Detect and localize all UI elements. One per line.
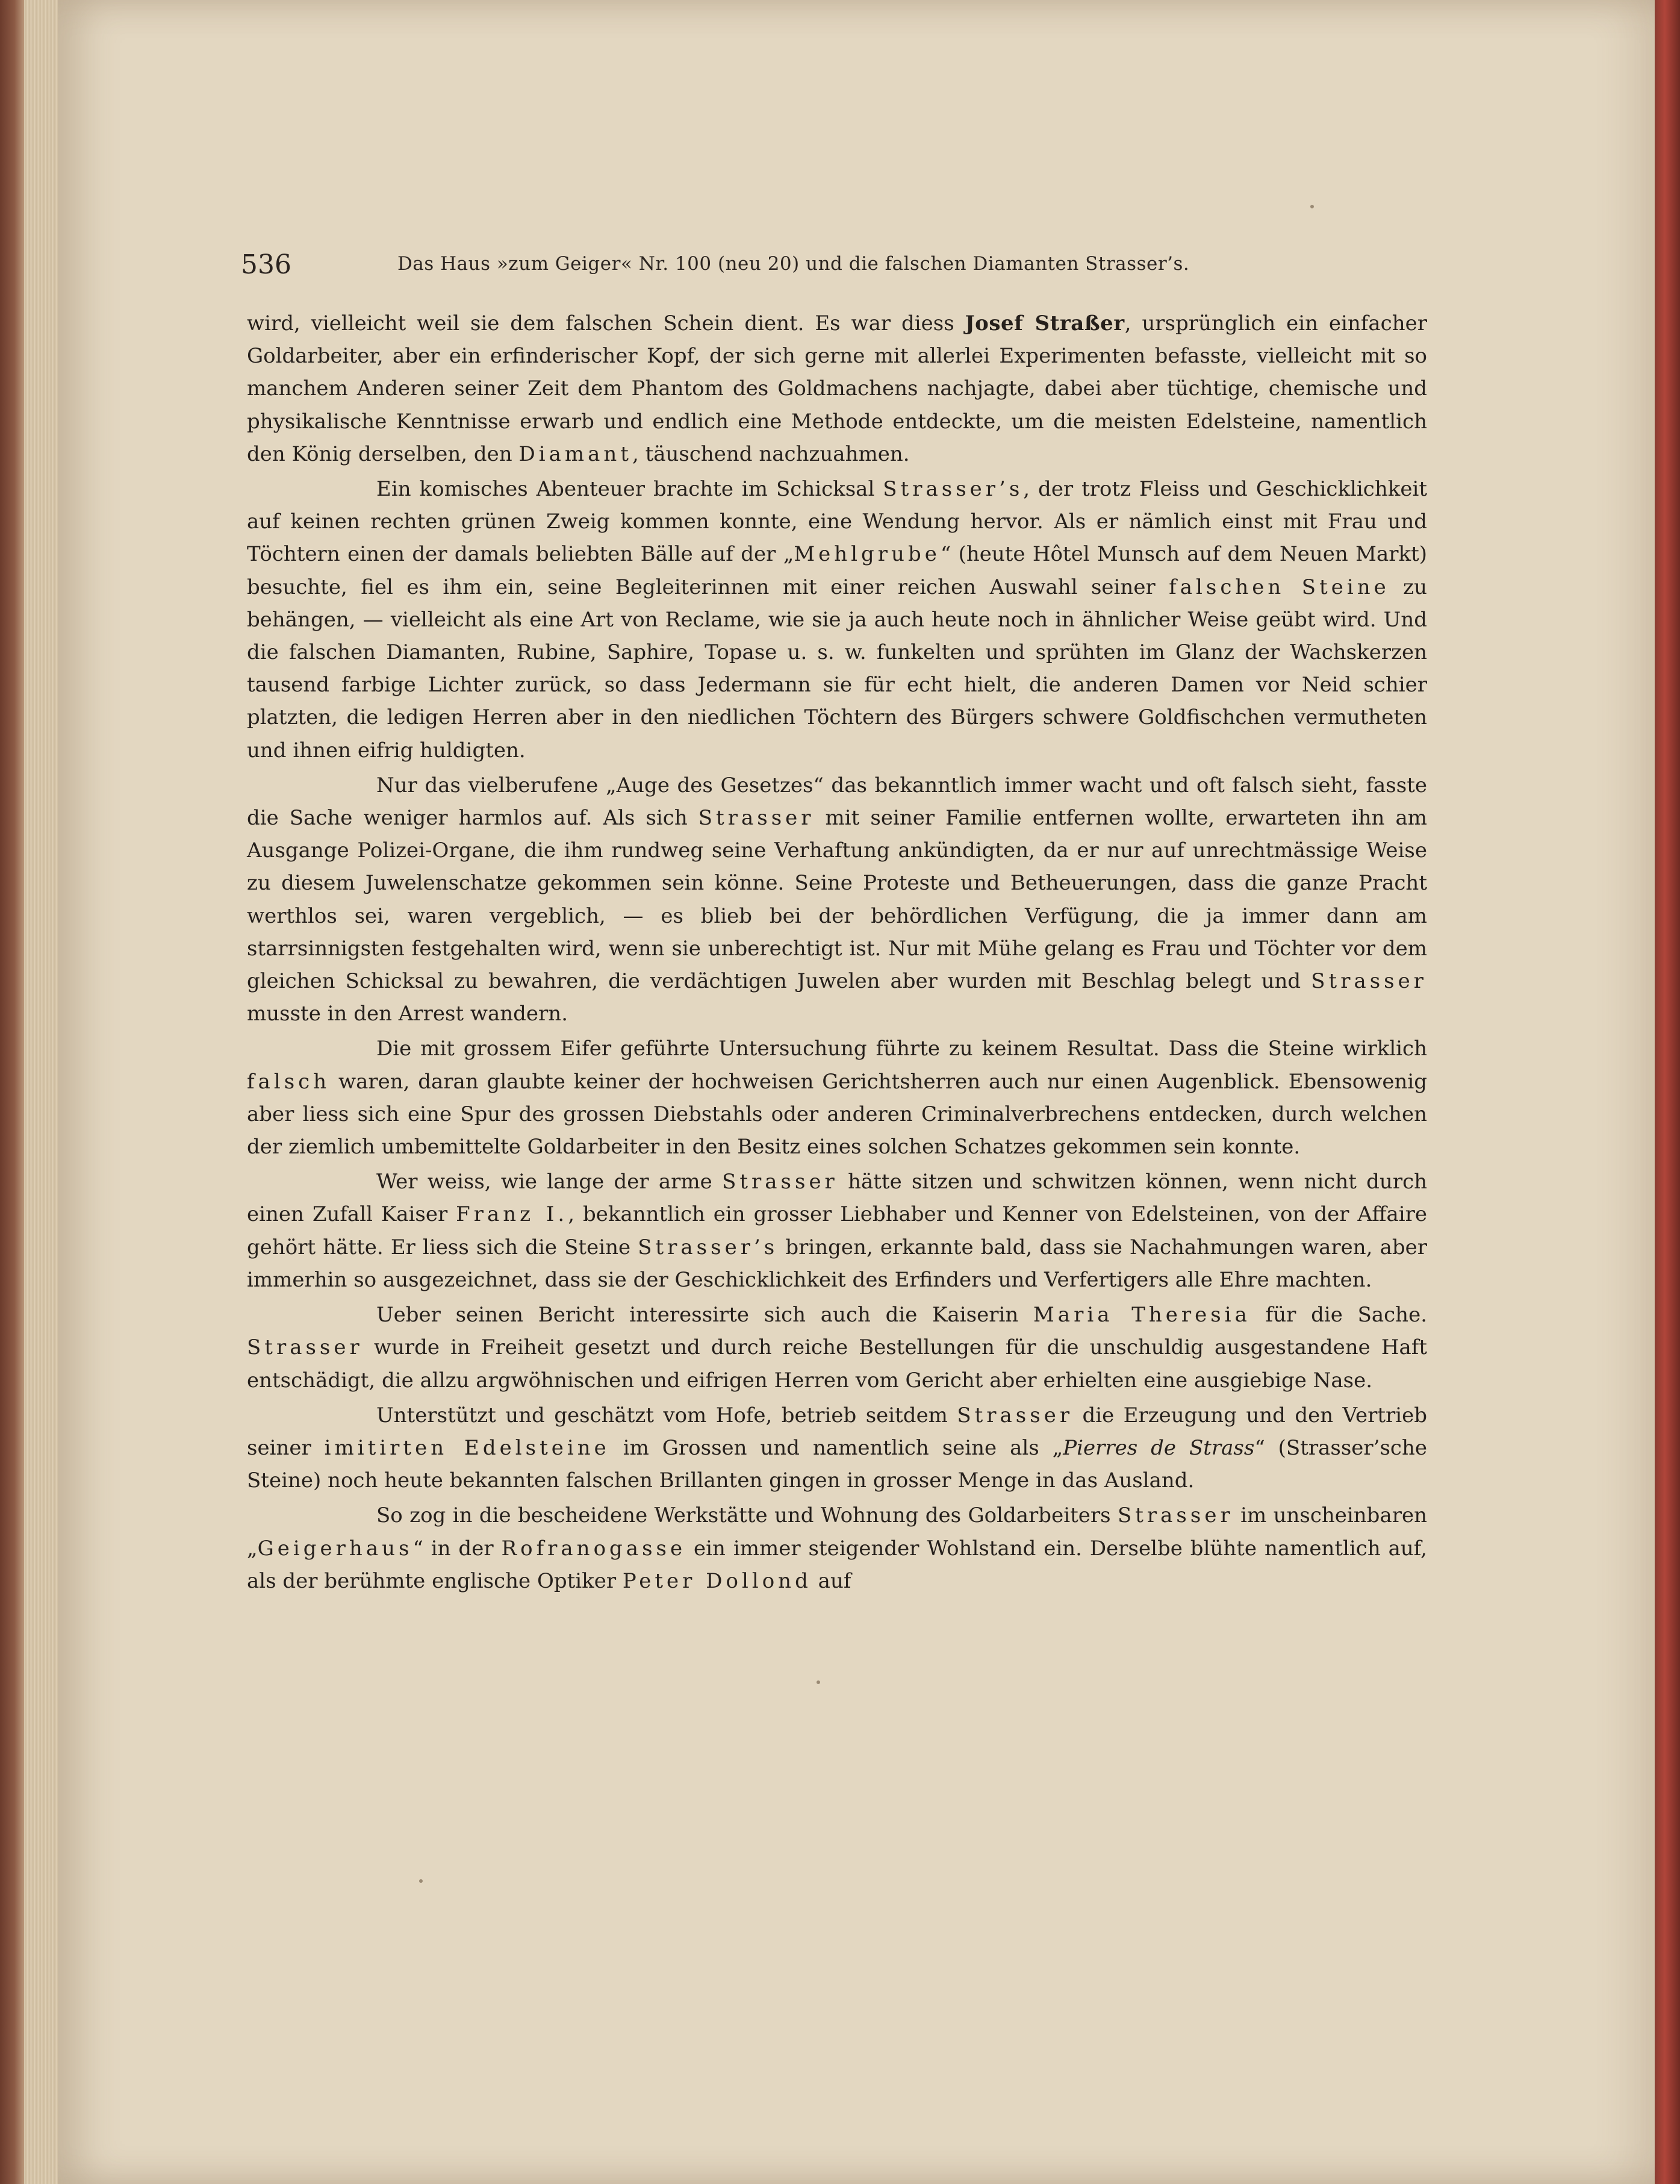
text-run: “ (Strasser’sche Steine) noch heute bekannten falschen Brillanten gingen in grosser Menge in das Ausland. [247, 1435, 1427, 1493]
text-run: “ in der [412, 1536, 502, 1561]
text-run: für die Sache. [1250, 1303, 1427, 1328]
emphasis-strasser: Strasser [957, 1403, 1074, 1427]
paragraph-8 [247, 1499, 1427, 1597]
paragraph-6 [247, 1299, 1427, 1397]
paper-speck [1310, 205, 1314, 208]
text-run: “ (heute Hôtel Munsch auf dem Neuen Markt) besuchte, fiel es ihm ein, seine Begleiterinnen mit einer reichen Auswahl seiner [247, 542, 1428, 599]
emphasis-strasser: Strasser [722, 1170, 838, 1194]
running-head-title: Das Haus »zum Geiger« Nr. 100 (neu 20) und die falschen Diamanten Strasser’s. [397, 253, 1190, 275]
emphasis-strasser: Strasser’s [638, 1235, 779, 1259]
text-run: Die mit grossem Eifer geführte Untersuchung führte zu keinem Resultat. Dass die Steine wirklich [376, 1037, 1427, 1061]
text-run: waren, daran glaubte keiner der hochweisen Gerichtsherren auch nur einen Augenblick. Ebensowenig aber liess sich eine Spur des grossen Diebstahls oder anderen Criminalverbrechens entdecken, durch welchen der ziemlich umbemittelte Goldarbeiter in den Besitz eines solchen Schatzes gekommen sein konnte. [247, 1069, 1427, 1159]
emphasis-strasser: Strasser [698, 806, 815, 831]
text-run: , der trotz Fleiss und Geschicklichkeit auf keinen rechten grünen Zweig kommen konnte, eine Wendung hervor. Als er nämlich einst mit Frau und Töchtern einen der damals beliebten Bälle auf der „ [247, 477, 1427, 567]
text-run: mit seiner Familie entfernen wollte, erwarteten ihn am Ausgange Polizei-Organe, die ihm rundweg seine Verhaftung ankündigten, da er nur auf unrechtmässige Weise zu diesem Juwelenschatze gekommen sein könne. Seine Proteste und Betheuerungen, dass die ganze Pracht werthlos sei, waren vergeblich, — es blieb bei der behördlichen Verfügung, die ja immer dann am starrsinnigsten festgehalten wird, wenn sie unberechtigt ist. Nur mit Mühe gelang es Frau und Töchter vor dem gleichen Schicksal zu bewahren, die verdächtigen Juwelen aber wurden mit Beschlag belegt und [247, 806, 1428, 994]
emphasis-strasser: Strasser [1311, 969, 1427, 994]
text-run: , täuschend nachzuahmen. [632, 441, 910, 466]
text-run: musste in den Arrest wandern. [247, 1002, 568, 1026]
name-josef-strasser: Josef Straßer [965, 311, 1125, 335]
paragraph-4 [247, 1032, 1427, 1163]
emphasis-franz: Franz I. [456, 1202, 568, 1227]
emphasis-strasser: Strasser’s [883, 477, 1024, 502]
text-run: So zog in die bescheidene Werkstätte und Wohnung des Goldarbeiters [376, 1503, 1118, 1528]
paragraph-2 [247, 473, 1427, 767]
text-run: ein immer steigender Wohlstand ein. Derselbe blühte namentlich auf, als der berühmte englische Optiker [247, 1536, 1427, 1593]
text-run: Ein komisches Abenteuer brachte im Schicksal [376, 477, 883, 502]
emphasis-falschen-steine: falschen Steine [1169, 575, 1390, 599]
emphasis-strasser: Strasser [247, 1335, 363, 1360]
page-stack-edge [24, 0, 60, 2184]
text-run: Nur das vielberufene „Auge des Gesetzes“ das bekanntlich immer wacht und oft falsch sieht, fasste die Sache weniger harmlos auf. Als sich [247, 773, 1427, 831]
text-run: zu behängen, — vielleicht als eine Art von Reclame, wie sie ja auch heute noch in ähnlicher Weise geübt wird. Und die falschen Diamanten, Rubine, Saphire, Topase u. s. w. funkelten und sprühten im Glanz der Wachskerzen tausend farbige Lichter zurück, so dass Jedermann sie für echt hielt, die anderen Damen vor Neid schier platzten, die ledigen Herren aber in den niedlichen Töchtern des Bürgers schwere Goldfischchen vermutheten und ihnen eifrig huldigten. [247, 575, 1427, 763]
emphasis-geigerhaus: Geigerhaus [257, 1536, 413, 1561]
text-run: Unterstützt und geschätzt vom Hofe, betrieb seitdem [376, 1403, 957, 1427]
text-run: bringen, erkannte bald, dass sie Nachahmungen waren, aber immerhin so ausgezeichnet, dass sie der Geschicklichkeit des Erfinders und Verfertigers alle Ehre machten. [247, 1235, 1427, 1292]
text-run: wurde in Freiheit gesetzt und durch reiche Bestellungen für die unschuldig ausgestandene Haft entschädigt, die allzu argwöhnischen und eifrigen Herren vom Gericht aber erhielten eine ausgiebige Nase. [247, 1335, 1427, 1393]
text-run: Wer weiss, wie lange der arme [376, 1170, 723, 1194]
running-head [241, 249, 1289, 285]
text-run: hätte sitzen und schwitzen können, wenn nicht durch einen Zufall Kaiser [247, 1170, 1428, 1227]
emphasis-diamant: Diamant [518, 441, 632, 466]
paragraph-7 [247, 1399, 1427, 1497]
text-run: Ueber seinen Bericht interessirte sich auch die Kaiserin [376, 1303, 1033, 1328]
emphasis-rofranogasse: Rofranogasse [501, 1536, 686, 1561]
paper-speck [817, 1680, 820, 1684]
paper-speck [419, 1879, 423, 1883]
body-text [247, 307, 1427, 1597]
book-cover-edge-right [1655, 0, 1680, 2184]
text-run: die Erzeugung und den Vertrieb seiner [247, 1403, 1427, 1460]
emphasis-mehlgrube: Mehlgrube [794, 542, 941, 567]
emphasis-imitirten-edelsteine: imitirten Edelsteine [324, 1435, 610, 1460]
book-cover-edge-left [0, 0, 24, 2184]
text-run: wird, vielleicht weil sie dem falschen Schein dient. Es war diess [247, 311, 965, 335]
emphasis-pierres-de-strass: Pierres de Strass [1063, 1435, 1255, 1460]
emphasis-peter-dollond: Peter Dollond [622, 1568, 812, 1593]
emphasis-falsch: falsch [247, 1069, 331, 1094]
paragraph-1 [247, 307, 1427, 470]
text-run: , bekanntlich ein grosser Liebhaber und Kenner von Edelsteinen, von der Affaire gehört hätte. Er liess sich die Steine [247, 1202, 1427, 1259]
paragraph-3 [247, 769, 1427, 1031]
emphasis-maria-theresia: Maria Theresia [1033, 1303, 1251, 1328]
text-run: im unscheinbaren „ [247, 1503, 1427, 1561]
text-run: auf [811, 1568, 851, 1593]
emphasis-strasser: Strasser [1117, 1503, 1234, 1528]
paragraph-5 [247, 1165, 1427, 1296]
page-number: 536 [241, 249, 291, 280]
text-run: , ursprünglich ein einfacher Goldarbeiter, aber ein erfinderischer Kopf, der sich gerne mit allerlei Experimenten befasste, vielleicht mit so manchem Anderen seiner Zeit dem Phantom des Goldmachens nachjagte, dabei aber tüchtige, chemische und physikalische Kenntnisse erwarb und endlich eine Methode entdeckte, um die meisten Edelsteine, namentlich den König derselben, den [247, 311, 1427, 466]
text-run: im Grossen und namentlich seine als „ [609, 1435, 1063, 1460]
